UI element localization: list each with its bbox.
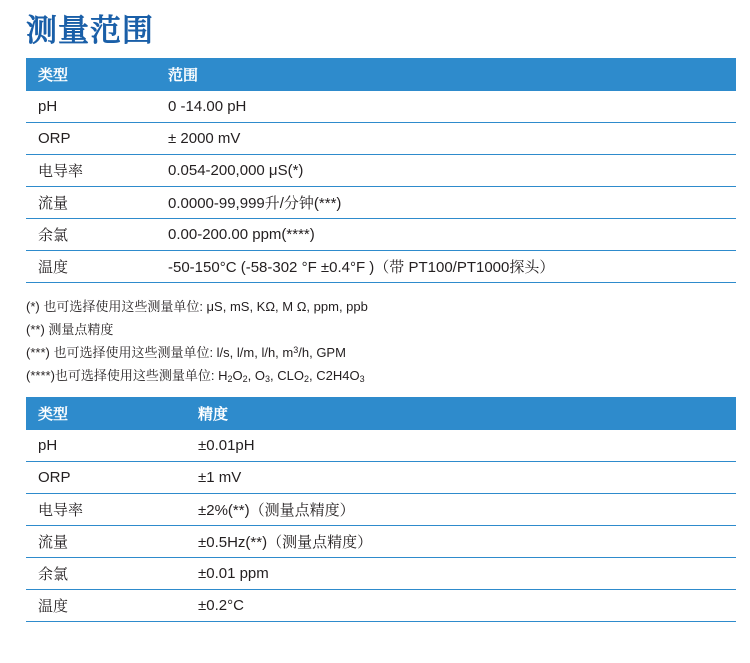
footnote-1: (*) 也可选择使用这些测量单位: μS, mS, KΩ, M Ω, ppm, ppb <box>26 299 368 315</box>
cell-accuracy: ±0.2°C <box>186 590 736 622</box>
cell-type: 流量 <box>26 187 156 219</box>
cell-range: 0 -14.00 pH <box>156 91 736 123</box>
accuracy-table <box>26 397 736 622</box>
table-header-row <box>26 58 736 91</box>
table-row <box>26 219 736 251</box>
table-row <box>26 494 736 526</box>
table-row <box>26 187 736 219</box>
cell-accuracy: ±0.01pH <box>186 430 736 462</box>
cell-range: 0.0000-99,999升/分钟(***) <box>156 187 736 219</box>
table-header-row <box>26 397 736 430</box>
cell-type: pH <box>26 91 156 123</box>
table-row <box>26 123 736 155</box>
cell-range: -50-150°C (-58-302 °F ±0.4°F )（带 PT100/PT1000探头） <box>156 251 736 283</box>
table-row <box>26 155 736 187</box>
column-header-type: 类型 <box>26 397 186 430</box>
table-row <box>26 526 736 558</box>
cell-type: ORP <box>26 462 186 494</box>
page-title: 测量范围 <box>26 13 154 48</box>
footnotes <box>26 295 738 387</box>
table-row <box>26 462 736 494</box>
cell-accuracy: ±0.5Hz(**)（测量点精度） <box>186 526 736 558</box>
table-row <box>26 558 736 590</box>
cell-type: 温度 <box>26 251 156 283</box>
cell-range: 0.054-200,000 μS(*) <box>156 155 736 187</box>
cell-type: 电导率 <box>26 155 156 187</box>
cell-type: pH <box>26 430 186 462</box>
table-row <box>26 430 736 462</box>
footnote-3: (***) 也可选择使用这些测量单位: l/s, l/m, l/h, $m^3/h$, GPM <box>26 345 346 361</box>
cell-type: 温度 <box>26 590 186 622</box>
table-row <box>26 251 736 283</box>
cell-range: 0.00-200.00 ppm(****) <box>156 219 736 251</box>
spacer <box>12 387 738 397</box>
cell-accuracy: ±0.01 ppm <box>186 558 736 590</box>
footnote-4: (****)也可选择使用这些测量单位: $H_2O_2$, $O_3$, $CLO_2$, $C2H4O_3$ <box>26 368 365 385</box>
footnote-2: (**) 测量点精度 <box>26 322 114 338</box>
column-header-range: 范围 <box>156 58 736 91</box>
cell-type: 电导率 <box>26 494 186 526</box>
column-header-type: 类型 <box>26 58 156 91</box>
column-header-accuracy: 精度 <box>186 397 736 430</box>
measurement-range-table <box>26 58 736 283</box>
cell-accuracy: ±1 mV <box>186 462 736 494</box>
cell-type: 余氯 <box>26 558 186 590</box>
cell-range: ± 2000 mV <box>156 123 736 155</box>
cell-type: 流量 <box>26 526 186 558</box>
cell-type: 余氯 <box>26 219 156 251</box>
table-row <box>26 91 736 123</box>
cell-accuracy: ±2%(**)（测量点精度） <box>186 494 736 526</box>
table-row <box>26 590 736 622</box>
cell-type: ORP <box>26 123 156 155</box>
